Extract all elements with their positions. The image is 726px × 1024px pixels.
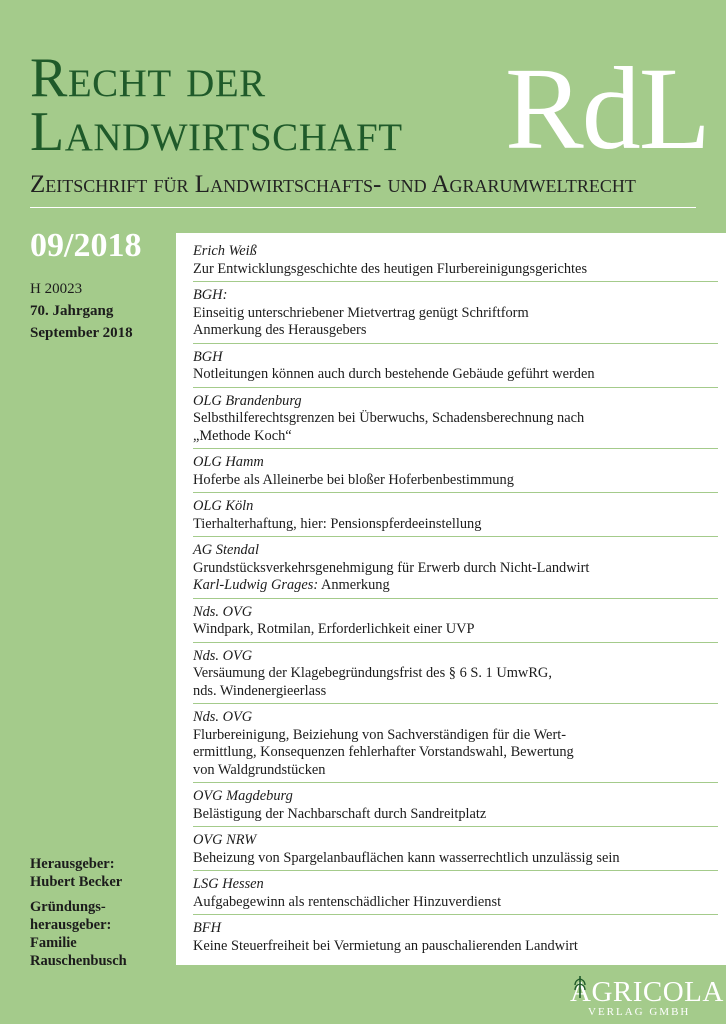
toc-entry: [193, 786, 718, 827]
toc-title: Windpark, Rotmilan, Erforderlichkeit einer UVP: [193, 621, 475, 637]
issue-volume: 70. Jahrgang: [30, 303, 114, 319]
toc-court: OLG Hamm: [193, 454, 264, 470]
founder-name: Rauschenbusch: [30, 953, 127, 969]
founder-label: Gründungs-: [30, 899, 106, 915]
toc-court: BGH:: [193, 287, 228, 303]
toc-court: OLG Brandenburg: [193, 392, 302, 409]
journal-title-line1: Recht der: [30, 47, 266, 109]
toc-title: Aufgabegewinn als rentenschädlicher Hinzuverdienst: [193, 893, 502, 910]
toc-title: von Waldgrundstücken: [193, 761, 326, 778]
wheat-icon: [569, 974, 591, 1000]
toc-title: Zur Entwicklungsgeschichte des heutigen Flurbereinigungsgerichtes: [193, 260, 588, 277]
toc-court: OLG Köln: [193, 498, 254, 514]
editor-name: Hubert Becker: [30, 874, 123, 890]
publisher-name: AGRICOLA: [570, 976, 724, 1008]
toc-annotation: [193, 577, 718, 595]
toc-entry: [193, 540, 718, 599]
issue-meta: [30, 278, 133, 344]
toc-court: BFH: [193, 920, 221, 936]
toc-title: Hoferbe als Alleinerbe bei bloßer Hoferbenbestimmung: [193, 471, 514, 488]
toc-title: nds. Windenergieerlass: [193, 682, 327, 699]
founder-label: herausgeber:: [30, 917, 112, 933]
toc-entry: [193, 830, 718, 871]
toc-title: Anmerkung des Herausgebers: [193, 322, 367, 338]
toc-title: Flurbereinigung, Beiziehung von Sachverständigen für die Wert-: [193, 726, 567, 743]
issue-code: H 20023: [30, 281, 83, 297]
toc-court: BGH: [193, 348, 223, 365]
table-of-contents: [193, 241, 718, 961]
toc-entry: [193, 707, 718, 783]
publisher-sub: VERLAG GMBH: [588, 1006, 691, 1018]
toc-court: LSG Hessen: [193, 876, 264, 892]
issue-number: 09/2018: [30, 227, 142, 264]
toc-court: OVG Magdeburg: [193, 788, 293, 804]
toc-title: Einseitig unterschriebener Mietvertrag genügt Schriftform: [193, 304, 529, 321]
toc-entry: [193, 241, 718, 282]
toc-court: Erich Weiß: [193, 243, 257, 259]
toc-title: Keine Steuerfreiheit bei Vermietung an pauschalierenden Landwirt: [193, 937, 578, 954]
toc-entry: [193, 646, 718, 705]
toc-entry: [193, 602, 718, 643]
toc-author: Karl-Ludwig Grages:: [193, 577, 319, 593]
journal-abbreviation: RdL: [505, 43, 709, 174]
journal-title-line2: Landwirtschaft: [30, 101, 403, 163]
editors-block: [30, 855, 127, 970]
toc-title: „Methode Koch“: [193, 427, 292, 444]
toc-title: Notleitungen können auch durch bestehende Gebäude geführt werden: [193, 366, 595, 382]
toc-entry: [193, 918, 718, 958]
masthead-divider: [30, 207, 696, 208]
toc-court: OVG NRW: [193, 832, 257, 848]
toc-title: Grundstücksverkehrsgenehmigung für Erwerb durch Nicht-Landwirt: [193, 559, 590, 576]
toc-entry: [193, 496, 718, 537]
issue-date: September 2018: [30, 325, 133, 341]
toc-title: ermittlung, Konsequenzen fehlerhafter Vorstandswahl, Bewertung: [193, 744, 574, 760]
toc-entry: [193, 285, 718, 344]
toc-title: Selbsthilferechtsgrenzen bei Überwuchs, Schadensberechnung nach: [193, 410, 585, 426]
toc-author-note: Anmerkung: [318, 577, 390, 593]
toc-entry: [193, 452, 718, 493]
toc-title: Versäumung der Klagebegründungsfrist des § 6 S. 1 UmwRG,: [193, 665, 552, 681]
toc-entry: [193, 874, 718, 915]
toc-entry: [193, 391, 718, 450]
founder-name: Familie: [30, 935, 77, 951]
toc-court: Nds. OVG: [193, 709, 253, 725]
toc-title: Belästigung der Nachbarschaft durch Sandreitplatz: [193, 805, 487, 822]
publisher-logo: [570, 976, 724, 1018]
toc-title: Tierhalterhaftung, hier: Pensionspferdeeinstellung: [193, 515, 482, 532]
toc-court: Nds. OVG: [193, 603, 253, 620]
toc-court: Nds. OVG: [193, 647, 253, 664]
toc-entry: [193, 347, 718, 388]
editor-label: Herausgeber:: [30, 856, 115, 872]
journal-subtitle: Zeitschrift für Landwirtschafts- und Agrarumweltrecht: [30, 171, 636, 198]
toc-title: Beheizung von Spargelanbauflächen kann wasserrechtlich unzulässig sein: [193, 849, 620, 866]
toc-court: AG Stendal: [193, 542, 259, 558]
